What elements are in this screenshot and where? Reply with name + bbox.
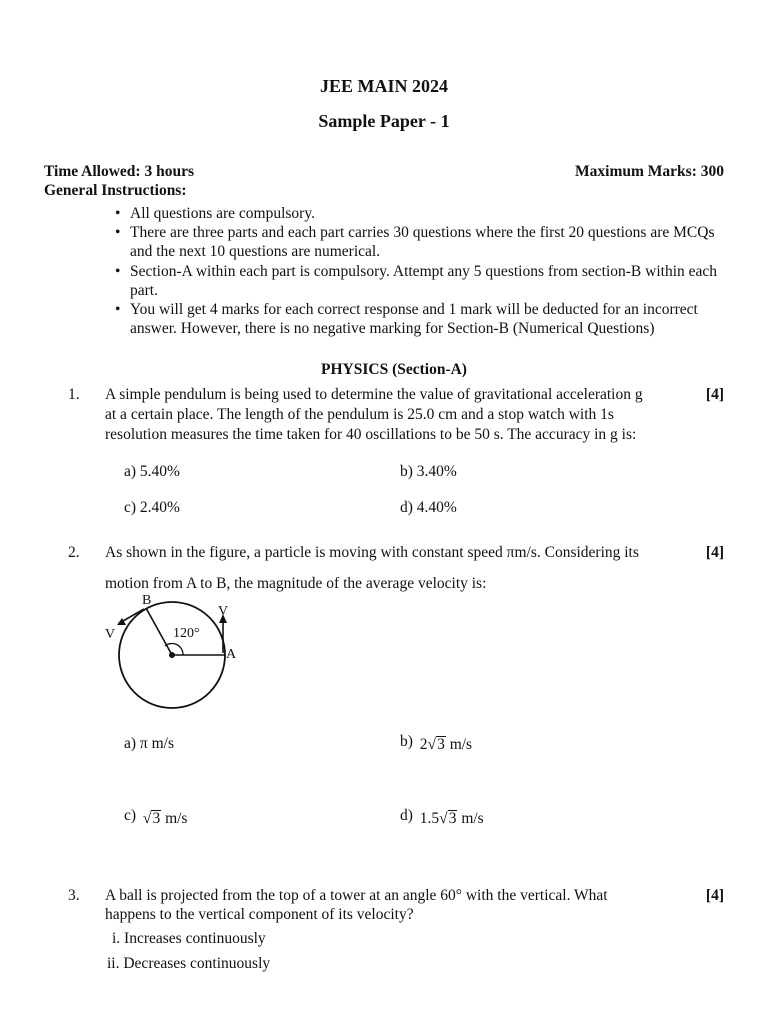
statement-item: ii. Decreases continuously — [107, 955, 271, 972]
question-text: motion from A to B, the magnitude of the average velocity is: — [105, 575, 487, 592]
question-text: happens to the vertical component of its velocity? — [105, 906, 414, 923]
instruction-item: • You will get 4 marks for each correct response and 1 mark will be deducted for an incorrect answer. However, there is no negative marking for Section-B (Numerical Questions) — [112, 300, 732, 338]
paper-title: JEE MAIN 2024 — [319, 76, 448, 96]
label-v-at-b: V — [105, 627, 116, 642]
option-c: c) 2.40% — [124, 499, 180, 516]
instructions-list — [112, 204, 732, 338]
instructions-heading: General Instructions: — [44, 182, 187, 199]
radius-to-b — [146, 608, 172, 655]
option-b — [400, 733, 472, 754]
maximum-marks: Maximum Marks: 300 — [575, 163, 724, 180]
question-marks: [4] — [705, 887, 724, 904]
unit: m/s — [161, 810, 188, 827]
radicand: 3 — [152, 810, 161, 827]
radicand: 3 — [448, 810, 457, 827]
question-number: 1. — [68, 386, 80, 403]
question-number: 2. — [68, 544, 80, 561]
sqrt-coefficient: 1.5 — [419, 810, 440, 827]
radical-sign: √ — [142, 810, 152, 827]
option-c — [124, 807, 187, 828]
option-a: a) 5.40% — [124, 463, 180, 480]
center-point — [169, 652, 175, 658]
option-d: d) 4.40% — [400, 499, 457, 516]
radical-sign: √ — [439, 810, 448, 827]
question-text: resolution measures the time taken for 40 oscillations to be 50 s. The accuracy in g is: — [105, 426, 637, 443]
option-b: b) 3.40% — [400, 463, 457, 480]
label-b: B — [142, 593, 152, 608]
instruction-item: • All questions are compulsory. — [112, 204, 732, 223]
sqrt-coefficient: 2 — [419, 736, 428, 753]
question-text: As shown in the figure, a particle is moving with constant speed πm/s. Considering its — [105, 544, 639, 561]
question-text: A simple pendulum is being used to determine the value of gravitational acceleration g — [105, 386, 643, 403]
option-label: c) — [124, 807, 137, 824]
instruction-item: • There are three parts and each part carries 30 questions where the first 20 questions are MCQs and the next 10 questions are numerical. — [112, 223, 732, 261]
time-allowed: Time Allowed: 3 hours — [44, 163, 194, 180]
option-a: a) π m/s — [124, 735, 175, 752]
label-v-at-a: V — [218, 604, 229, 619]
question-text: A ball is projected from the top of a tower at an angle 60° with the vertical. What — [105, 887, 608, 904]
circular-motion-figure — [100, 590, 250, 715]
paper-subtitle: Sample Paper - 1 — [318, 111, 450, 131]
question-marks: [4] — [705, 544, 724, 561]
arrowhead-b — [117, 618, 126, 625]
option-label: b) — [400, 733, 413, 750]
radicand: 3 — [437, 736, 445, 753]
option-d — [400, 807, 484, 828]
radical-sign: √ — [427, 736, 437, 753]
angle-label: 120° — [173, 626, 200, 641]
unit: m/s — [457, 810, 484, 827]
question-number: 3. — [68, 887, 80, 904]
unit: m/s — [445, 736, 473, 753]
sqrt-expression — [420, 810, 484, 827]
statement-item: i. Increases continuously — [112, 930, 266, 947]
option-label: d) — [400, 807, 413, 824]
question-marks: [4] — [705, 386, 724, 403]
instruction-item: • Section-A within each part is compulsory. Attempt any 5 questions from section-B within each part. — [112, 262, 732, 300]
sqrt-expression — [143, 810, 188, 827]
sqrt-expression — [420, 736, 472, 753]
question-text: at a certain place. The length of the pendulum is 25.0 cm and a stop watch with 1s — [105, 406, 614, 423]
section-heading: PHYSICS (Section-A) — [321, 361, 467, 378]
label-a: A — [226, 647, 237, 662]
